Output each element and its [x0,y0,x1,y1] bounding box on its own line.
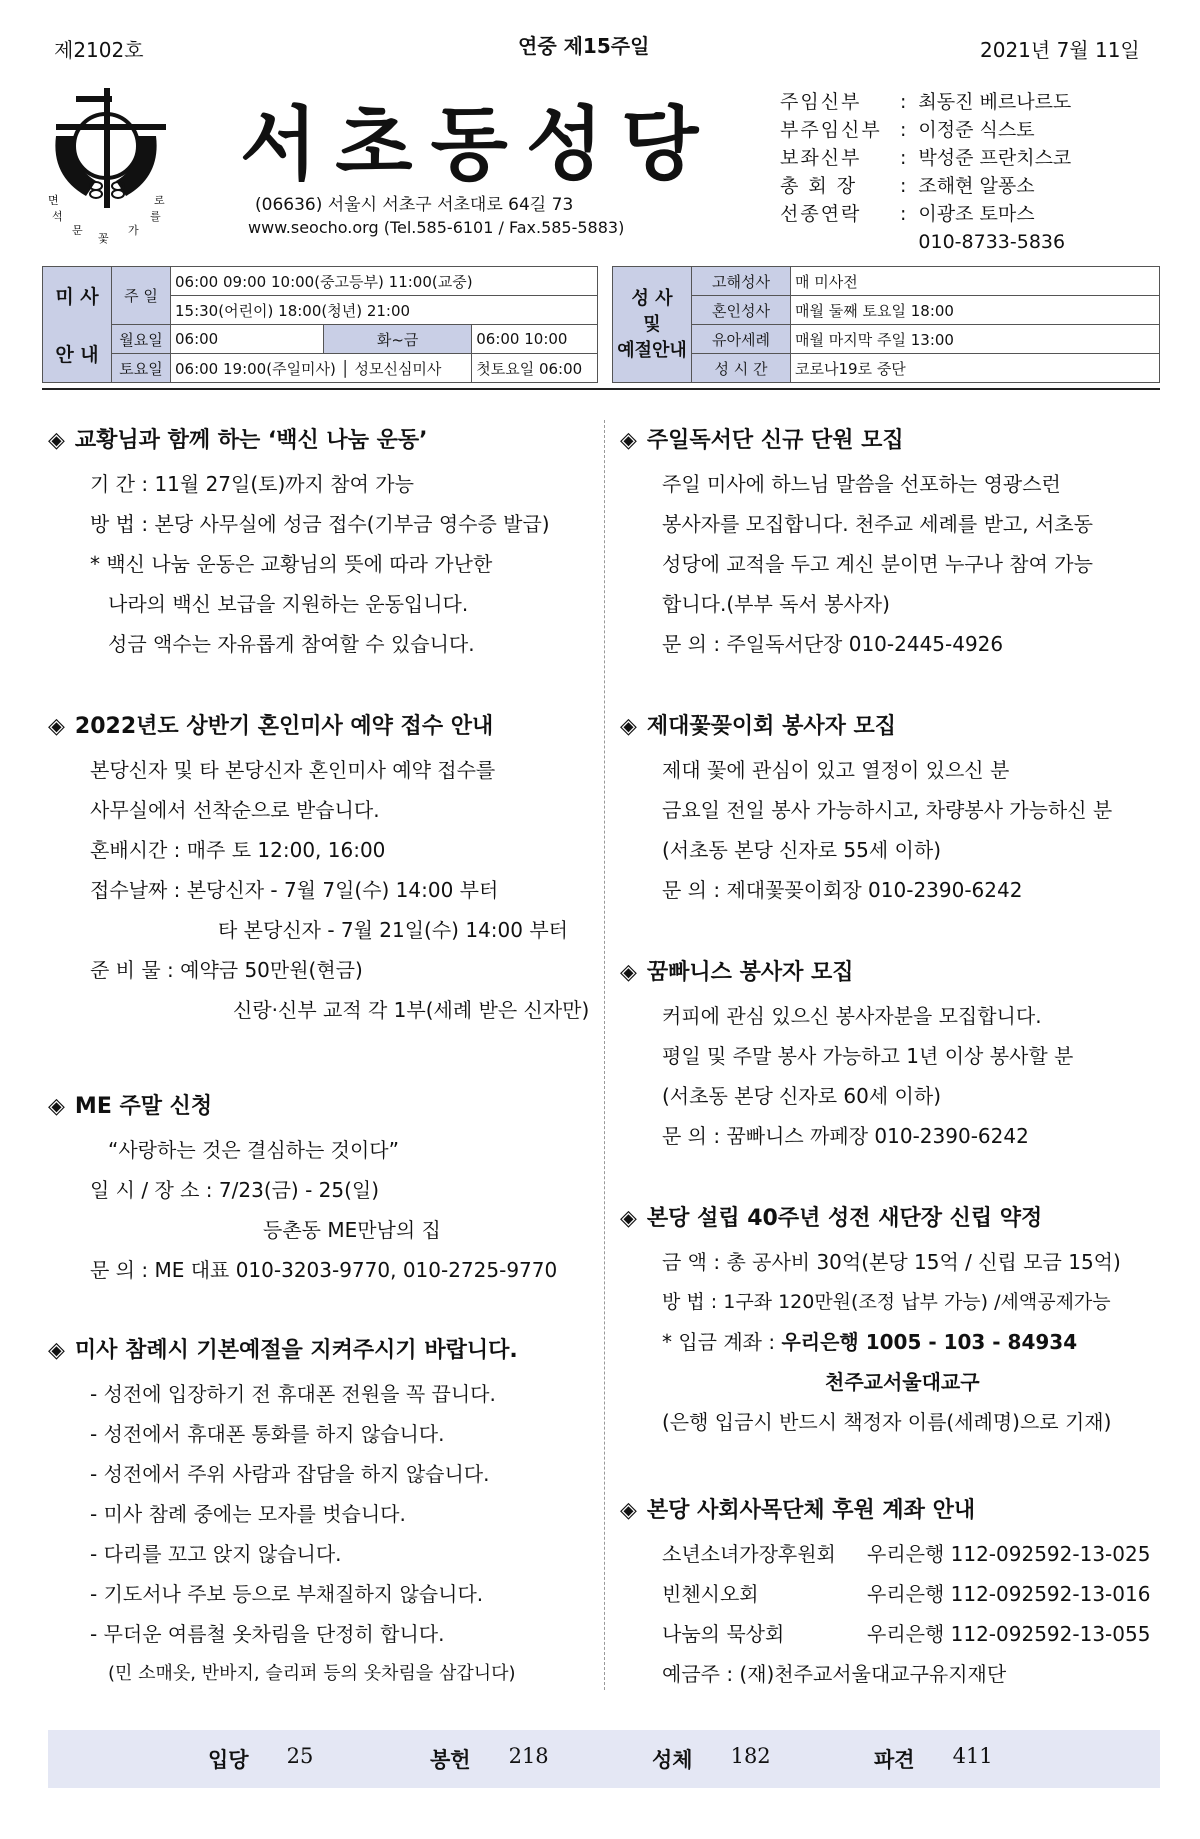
notice-title: ◈ 꿈빠니스 봉사자 모집 [620,960,854,985]
weekday-label: 월요일 [112,325,171,354]
tuefri-label: 화~금 [324,325,472,354]
logo-char: 꽃 [98,232,109,245]
issue-number: 제2102호 [54,38,144,62]
logo-char: 면 [48,194,59,207]
sacrament-value: 매월 둘째 토요일 18:00 [791,296,1160,325]
header-divider [42,388,1160,390]
mass-title: 미 사 [43,267,112,325]
hymn-bar [48,1730,1160,1788]
staff-row: 010-8733-5836 [918,231,1066,253]
sacrament-label: 혼인성사 [692,296,791,325]
staff-row: 보좌신부 : 박성준 프란치스코 [780,147,1072,169]
staff-row: 총 회 장 : 조해현 알퐁소 [780,175,1035,197]
notice-lectors: ◈ 주일독서단 신규 단원 모집 주일 미사에 하느님 말씀을 선포하는 영광스런 봉사자를 모집합니다. 천주교 세례를 받고, 서초동 성당에 교적을 두고 계신 분이면 누구나 참여 가능 합니다.(부부 독서 봉사자) 문 의 : 주일독서단장 010-2445-4926 [620,420,1093,664]
notice-wedding: ◈ 2022년도 상반기 혼인미사 예약 접수 안내 본당신자 및 타 본당신자 혼인미사 예약 접수를 사무실에서 선착순으로 받습니다. 혼배시간 : 매주 토 12:00, 16:00 접수날짜 : 본당신자 - 7월 7일(수) 14:00 부터 타 본당신자 - 7월 21일(수) 14:00 부터 준 비 물 : 예약금 50만원(현금) 신랑·신부 교적 각 1부(세례 받은 신자만) [48,706,589,1030]
column-divider [604,420,605,1690]
hymn-dismissal: 파견 411 [874,1744,993,1772]
notice-me: ◈ ME 주말 신청 “사랑하는 것은 결심하는 것이다” 일 시 / 장 소 : 7/23(금) - 25(일) 등촌동 ME만남의 집 문 의 : ME 대표 010-3203-9770, 010-2725-9770 [48,1086,557,1290]
sacrament-label: 성 시 간 [692,354,791,383]
tuefri-time: 06:00 10:00 [472,325,598,354]
parish-title: 서초동성당 [240,98,717,191]
sunday-times-1: 06:00 09:00 10:00(중고등부) 11:00(교중) [171,267,598,296]
logo-char: 로 [154,194,165,207]
notice-title: ◈ 교황님과 함께 하는 ‘백신 나눔 운동’ [48,428,428,453]
hymn-entrance: 입당 25 [208,1744,314,1772]
first-saturday: 첫토요일 06:00 [472,354,598,383]
account-row: 소년소녀가장후원회 우리은행 112-092592-13-025 [662,1542,1151,1566]
staff-row: 부주임신부 : 이정준 식스토 [780,119,1035,141]
notice-title: ◈ 제대꽃꽂이회 봉사자 모집 [620,714,897,739]
logo-char: 를 [150,210,161,223]
diamond-icon: ◈ [48,714,65,739]
notice-renovation: ◈ 본당 설립 40주년 성전 새단장 신립 약정 금 액 : 총 공사비 30억(본당 15억 / 신립 모금 15억) 방 법 : 1구좌 120만원(조정 납부 가능) /세액공제가능 * 입금 계좌 : 우리은행 1005 - 103 - 84934 천주교서울대교구 (은행 입금시 반드시 책정자 이름(세례명)으로 기재) [620,1198,1121,1442]
notice-accounts: ◈ 본당 사회사목단체 후원 계좌 안내 소년소녀가장후원회 우리은행 112-092592-13-025 빈첸시오회 우리은행 112-092592-13-016 나눔의 묵상회 우리은행 112-092592-13-055 예금주 : (재)천주교서울대교구유지재단 [620,1490,1150,1694]
parish-address: (06636) 서울시 서초구 서초대로 64길 73 [255,195,574,215]
mass-title-2: 안 내 [43,325,112,383]
sacrament-label: 고해성사 [692,267,791,296]
notice-etiquette: ◈ 미사 참례시 기본예절을 지켜주시기 바랍니다. - 성전에 입장하기 전 휴대폰 전원을 꼭 끕니다. - 성전에서 휴대폰 통화를 하지 않습니다. - 성전에서 주위 사람과 잡담을 하지 않습니다. - 미사 참례 중에는 모자를 벗습니다. - 다리를 꼬고 앉지 않습니다. - 기도서나 주보 등으로 부채질하지 않습니다. - 무더운 여름철 옷차림을 단정히 합니다. (민 소매옷, 반바지, 슬리퍼 등의 옷차림을 삼갑니다) [48,1330,518,1694]
logo-char: 석 [52,210,63,223]
diamond-icon: ◈ [620,714,637,739]
sunday-label: 주 일 [112,267,171,325]
notice-flowers: ◈ 제대꽃꽂이회 봉사자 모집 제대 꽃에 관심이 있고 열정이 있으신 분 금요일 전일 봉사 가능하시고, 차량봉사 가능하신 분 (서초동 본당 신자로 55세 이하) 문 의 : 제대꽃꽂이회장 010-2390-6242 [620,706,1112,910]
notice-title: ◈ 주일독서단 신규 단원 모집 [620,428,904,453]
issue-date: 2021년 7월 11일 [980,38,1140,62]
notice-title: ◈ 미사 참례시 기본예절을 지켜주시기 바랍니다. [48,1338,518,1363]
account-row: 나눔의 묵상회 우리은행 112-092592-13-055 [662,1622,1151,1646]
sacrament-label: 유아세례 [692,325,791,354]
liturgical-week: 연중 제15주일 [518,34,650,58]
diamond-icon: ◈ [48,1094,65,1119]
staff-list [780,88,1071,256]
diamond-icon: ◈ [620,1206,637,1231]
notice-vaccine: ◈ 교황님과 함께 하는 ‘백신 나눔 운동’ 기 간 : 11월 27일(토)까지 참여 가능 방 법 : 본당 사무실에 성금 접수(기부금 영수증 발급) * 백신 나눔 운동은 교황님의 뜻에 따라 가난한 나라의 백신 보급을 지원하는 운동입니다. 성금 액수는 자유롭게 참여할 수 있습니다. [48,420,550,664]
diamond-icon: ◈ [620,960,637,985]
saturday-label: 토요일 [112,354,171,383]
diamond-icon: ◈ [48,1338,65,1363]
hymn-offertory: 봉헌 218 [430,1744,549,1772]
sacrament-value: 매월 마지막 주일 13:00 [791,325,1160,354]
parish-contact: www.seocho.org (Tel.585-6101 / Fax.585-5883) [248,218,625,237]
notice-cafe: ◈ 꿈빠니스 봉사자 모집 커피에 관심 있으신 봉사자분을 모집합니다. 평일 및 주말 봉사 가능하고 1년 이상 봉사할 분 (서초동 본당 신자로 60세 이하) 문 의 : 꿈빠니스 까페장 010-2390-6242 [620,952,1073,1156]
sacrament-value: 코로나19로 중단 [791,354,1160,383]
logo-char: 문 [72,224,83,237]
hymn-communion: 성체 182 [652,1744,771,1772]
sacrament-title: 성 사 및 예절안내 [613,267,692,383]
diamond-icon: ◈ [620,428,637,453]
saturday-time: 06:00 19:00(주일미사) │ 성모신심미사 [171,354,472,383]
staff-row: 주임신부 : 최동진 베르나르도 [780,91,1072,113]
staff-row: 선종연락 : 이광조 토마스 [780,203,1035,225]
deposit-account: * 입금 계좌 : 우리은행 1005 - 103 - 84934 [662,1330,1078,1354]
account-row: 빈첸시오회 우리은행 112-092592-13-016 [662,1582,1151,1606]
sacrament-value: 매 미사전 [791,267,1160,296]
parish-logo-icon [46,86,176,246]
mass-schedule-table [42,266,598,383]
notice-title: ◈ 본당 사회사목단체 후원 계좌 안내 [620,1498,976,1523]
notice-title: ◈ 본당 설립 40주년 성전 새단장 신립 약정 [620,1206,1043,1231]
diamond-icon: ◈ [620,1498,637,1523]
sacrament-table [612,266,1160,383]
weekday-time: 06:00 [171,325,324,354]
diamond-icon: ◈ [48,428,65,453]
notice-title: ◈ ME 주말 신청 [48,1094,213,1119]
notice-title: ◈ 2022년도 상반기 혼인미사 예약 접수 안내 [48,714,494,739]
sunday-times-2: 15:30(어린이) 18:00(청년) 21:00 [171,296,598,325]
logo-char: 가 [128,224,139,237]
